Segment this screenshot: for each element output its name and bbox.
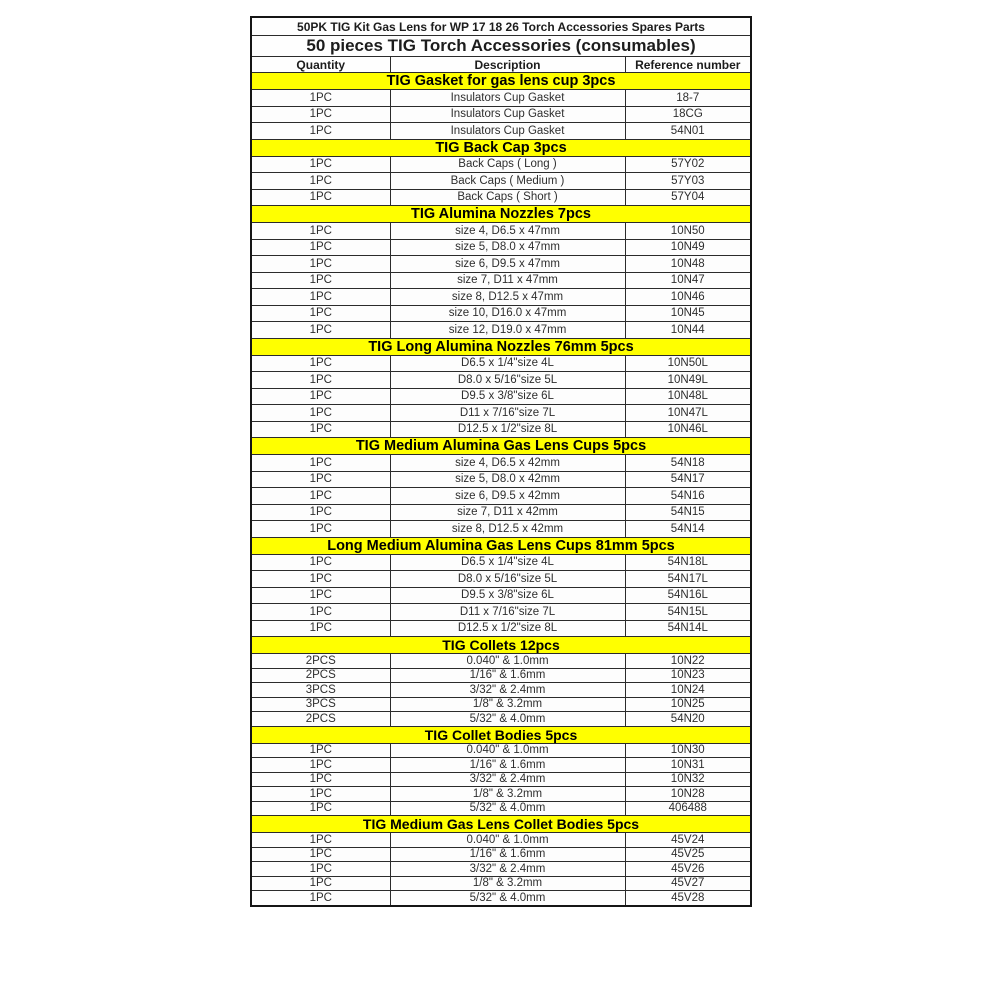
description-cell: 5/32" & 4.0mm xyxy=(390,801,625,816)
table-row xyxy=(251,322,751,339)
reference-cell: 10N47L xyxy=(625,405,751,422)
reference-cell: 10N28 xyxy=(625,787,751,802)
table-row xyxy=(251,223,751,240)
reference-cell: 10N45 xyxy=(625,305,751,322)
section-row xyxy=(251,726,751,743)
reference-cell: 10N24 xyxy=(625,683,751,698)
description-cell: D11 x 7/16"size 7L xyxy=(390,405,625,422)
reference-cell: 10N50L xyxy=(625,355,751,372)
table-row xyxy=(251,620,751,637)
description-cell: D11 x 7/16"size 7L xyxy=(390,604,625,621)
accessories-table xyxy=(250,16,752,907)
section-header: Long Medium Alumina Gas Lens Cups 81mm 5pcs xyxy=(251,537,751,554)
description-cell: Back Caps ( Short ) xyxy=(390,189,625,206)
description-cell: 0.040" & 1.0mm xyxy=(390,654,625,669)
description-cell: size 7, D11 x 47mm xyxy=(390,272,625,289)
quantity-cell: 1PC xyxy=(251,372,390,389)
reference-cell: 45V28 xyxy=(625,891,751,906)
table-row xyxy=(251,471,751,488)
subtitle-row xyxy=(251,36,751,57)
reference-cell: 45V27 xyxy=(625,876,751,891)
description-cell: size 4, D6.5 x 47mm xyxy=(390,223,625,240)
table-row xyxy=(251,189,751,206)
section-row xyxy=(251,537,751,554)
table-row xyxy=(251,405,751,422)
quantity-cell: 1PC xyxy=(251,305,390,322)
quantity-cell: 1PC xyxy=(251,862,390,877)
quantity-cell: 1PC xyxy=(251,471,390,488)
quantity-cell: 1PC xyxy=(251,787,390,802)
description-cell: 0.040" & 1.0mm xyxy=(390,743,625,758)
reference-cell: 54N18 xyxy=(625,455,751,472)
table-row xyxy=(251,372,751,389)
description-cell: size 8, D12.5 x 47mm xyxy=(390,289,625,306)
table-row xyxy=(251,787,751,802)
description-cell: D8.0 x 5/16"size 5L xyxy=(390,372,625,389)
reference-cell: 54N14L xyxy=(625,620,751,637)
table-row xyxy=(251,712,751,727)
page-subtitle: 50 pieces TIG Torch Accessories (consumables) xyxy=(251,36,751,57)
reference-cell: 10N44 xyxy=(625,322,751,339)
section-header: TIG Collets 12pcs xyxy=(251,637,751,654)
reference-cell: 10N30 xyxy=(625,743,751,758)
quantity-cell: 1PC xyxy=(251,455,390,472)
quantity-cell: 1PC xyxy=(251,90,390,107)
quantity-cell: 1PC xyxy=(251,488,390,505)
title-row xyxy=(251,17,751,36)
reference-cell: 10N50 xyxy=(625,223,751,240)
reference-cell: 18-7 xyxy=(625,90,751,107)
table-row xyxy=(251,758,751,773)
quantity-cell: 1PC xyxy=(251,388,390,405)
quantity-cell: 1PC xyxy=(251,106,390,123)
quantity-cell: 1PC xyxy=(251,504,390,521)
reference-cell: 10N46 xyxy=(625,289,751,306)
page-title: 50PK TIG Kit Gas Lens for WP 17 18 26 Torch Accessories Spares Parts xyxy=(251,17,751,36)
description-cell: size 8, D12.5 x 42mm xyxy=(390,521,625,538)
reference-cell: 10N46L xyxy=(625,421,751,438)
description-cell: size 6, D9.5 x 47mm xyxy=(390,256,625,273)
quantity-cell: 1PC xyxy=(251,256,390,273)
section-header: TIG Gasket for gas lens cup 3pcs xyxy=(251,73,751,90)
table-row xyxy=(251,239,751,256)
reference-cell: 54N17L xyxy=(625,571,751,588)
table-row xyxy=(251,654,751,669)
table-row xyxy=(251,862,751,877)
reference-cell: 10N49L xyxy=(625,372,751,389)
table-row xyxy=(251,604,751,621)
table-row xyxy=(251,743,751,758)
quantity-cell: 1PC xyxy=(251,355,390,372)
description-cell: 3/32" & 2.4mm xyxy=(390,862,625,877)
column-header-quantity: Quantity xyxy=(251,57,390,73)
table-row xyxy=(251,668,751,683)
table-row xyxy=(251,488,751,505)
table-row xyxy=(251,455,751,472)
reference-cell: 54N16L xyxy=(625,587,751,604)
description-cell: D12.5 x 1/2"size 8L xyxy=(390,620,625,637)
accessories-table-body xyxy=(251,17,751,906)
quantity-cell: 1PC xyxy=(251,421,390,438)
table-row xyxy=(251,305,751,322)
table-row xyxy=(251,106,751,123)
description-cell: D6.5 x 1/4"size 4L xyxy=(390,554,625,571)
section-header: TIG Medium Alumina Gas Lens Cups 5pcs xyxy=(251,438,751,455)
table-row xyxy=(251,683,751,698)
description-cell: 1/8" & 3.2mm xyxy=(390,787,625,802)
description-cell: D8.0 x 5/16"size 5L xyxy=(390,571,625,588)
reference-cell: 54N01 xyxy=(625,123,751,140)
table-row xyxy=(251,801,751,816)
reference-cell: 54N18L xyxy=(625,554,751,571)
table-row xyxy=(251,554,751,571)
quantity-cell: 1PC xyxy=(251,758,390,773)
quantity-cell: 1PC xyxy=(251,587,390,604)
reference-cell: 18CG xyxy=(625,106,751,123)
description-cell: Insulators Cup Gasket xyxy=(390,106,625,123)
quantity-cell: 3PCS xyxy=(251,683,390,698)
quantity-cell: 1PC xyxy=(251,801,390,816)
reference-cell: 10N48 xyxy=(625,256,751,273)
accessories-table-wrap xyxy=(250,16,750,907)
description-cell: size 7, D11 x 42mm xyxy=(390,504,625,521)
table-row xyxy=(251,772,751,787)
reference-cell: 54N14 xyxy=(625,521,751,538)
description-cell: Back Caps ( Long ) xyxy=(390,156,625,173)
section-row xyxy=(251,816,751,833)
reference-cell: 45V25 xyxy=(625,847,751,862)
section-header: TIG Collet Bodies 5pcs xyxy=(251,726,751,743)
table-row xyxy=(251,388,751,405)
reference-cell: 57Y04 xyxy=(625,189,751,206)
reference-cell: 10N49 xyxy=(625,239,751,256)
description-cell: D9.5 x 3/8"size 6L xyxy=(390,388,625,405)
quantity-cell: 2PCS xyxy=(251,654,390,669)
quantity-cell: 1PC xyxy=(251,772,390,787)
quantity-cell: 1PC xyxy=(251,604,390,621)
quantity-cell: 1PC xyxy=(251,847,390,862)
table-row xyxy=(251,173,751,190)
table-row xyxy=(251,123,751,140)
column-header-description: Description xyxy=(390,57,625,73)
table-row xyxy=(251,421,751,438)
table-row xyxy=(251,355,751,372)
description-cell: 1/8" & 3.2mm xyxy=(390,876,625,891)
description-cell: 3/32" & 2.4mm xyxy=(390,683,625,698)
table-row xyxy=(251,289,751,306)
section-header: TIG Back Cap 3pcs xyxy=(251,139,751,156)
quantity-cell: 1PC xyxy=(251,189,390,206)
quantity-cell: 1PC xyxy=(251,239,390,256)
description-cell: 1/16" & 1.6mm xyxy=(390,758,625,773)
reference-cell: 45V24 xyxy=(625,833,751,848)
table-row xyxy=(251,156,751,173)
table-row xyxy=(251,847,751,862)
quantity-cell: 1PC xyxy=(251,156,390,173)
reference-cell: 10N31 xyxy=(625,758,751,773)
quantity-cell: 1PC xyxy=(251,620,390,637)
description-cell: Back Caps ( Medium ) xyxy=(390,173,625,190)
reference-cell: 10N22 xyxy=(625,654,751,669)
table-row xyxy=(251,571,751,588)
section-row xyxy=(251,438,751,455)
section-row xyxy=(251,338,751,355)
description-cell: D6.5 x 1/4"size 4L xyxy=(390,355,625,372)
column-header-row xyxy=(251,57,751,73)
description-cell: size 5, D8.0 x 47mm xyxy=(390,239,625,256)
quantity-cell: 2PCS xyxy=(251,668,390,683)
quantity-cell: 1PC xyxy=(251,322,390,339)
description-cell: size 6, D9.5 x 42mm xyxy=(390,488,625,505)
quantity-cell: 1PC xyxy=(251,571,390,588)
reference-cell: 45V26 xyxy=(625,862,751,877)
quantity-cell: 1PC xyxy=(251,272,390,289)
table-row xyxy=(251,521,751,538)
description-cell: Insulators Cup Gasket xyxy=(390,90,625,107)
description-cell: size 10, D16.0 x 47mm xyxy=(390,305,625,322)
reference-cell: 10N25 xyxy=(625,697,751,712)
reference-cell: 54N17 xyxy=(625,471,751,488)
section-header: TIG Alumina Nozzles 7pcs xyxy=(251,206,751,223)
table-row xyxy=(251,891,751,906)
section-row xyxy=(251,637,751,654)
reference-cell: 57Y02 xyxy=(625,156,751,173)
section-row xyxy=(251,206,751,223)
column-header-reference: Reference number xyxy=(625,57,751,73)
description-cell: size 12, D19.0 x 47mm xyxy=(390,322,625,339)
quantity-cell: 1PC xyxy=(251,876,390,891)
section-header: TIG Long Alumina Nozzles 76mm 5pcs xyxy=(251,338,751,355)
quantity-cell: 1PC xyxy=(251,223,390,240)
section-row xyxy=(251,139,751,156)
reference-cell: 10N32 xyxy=(625,772,751,787)
description-cell: 1/16" & 1.6mm xyxy=(390,847,625,862)
quantity-cell: 1PC xyxy=(251,123,390,140)
table-row xyxy=(251,587,751,604)
reference-cell: 10N48L xyxy=(625,388,751,405)
description-cell: D12.5 x 1/2"size 8L xyxy=(390,421,625,438)
quantity-cell: 2PCS xyxy=(251,712,390,727)
section-header: TIG Medium Gas Lens Collet Bodies 5pcs xyxy=(251,816,751,833)
description-cell: 5/32" & 4.0mm xyxy=(390,891,625,906)
quantity-cell: 1PC xyxy=(251,891,390,906)
description-cell: 3/32" & 2.4mm xyxy=(390,772,625,787)
description-cell: 5/32" & 4.0mm xyxy=(390,712,625,727)
description-cell: 0.040" & 1.0mm xyxy=(390,833,625,848)
quantity-cell: 1PC xyxy=(251,833,390,848)
reference-cell: 10N47 xyxy=(625,272,751,289)
table-row xyxy=(251,697,751,712)
reference-cell: 57Y03 xyxy=(625,173,751,190)
quantity-cell: 3PCS xyxy=(251,697,390,712)
description-cell: 1/16" & 1.6mm xyxy=(390,668,625,683)
description-cell: 1/8" & 3.2mm xyxy=(390,697,625,712)
quantity-cell: 1PC xyxy=(251,405,390,422)
description-cell: Insulators Cup Gasket xyxy=(390,123,625,140)
table-row xyxy=(251,90,751,107)
reference-cell: 406488 xyxy=(625,801,751,816)
table-row xyxy=(251,504,751,521)
reference-cell: 54N20 xyxy=(625,712,751,727)
section-row xyxy=(251,73,751,90)
table-row xyxy=(251,272,751,289)
description-cell: size 4, D6.5 x 42mm xyxy=(390,455,625,472)
description-cell: size 5, D8.0 x 42mm xyxy=(390,471,625,488)
reference-cell: 10N23 xyxy=(625,668,751,683)
table-row xyxy=(251,876,751,891)
quantity-cell: 1PC xyxy=(251,289,390,306)
reference-cell: 54N16 xyxy=(625,488,751,505)
quantity-cell: 1PC xyxy=(251,173,390,190)
table-row xyxy=(251,833,751,848)
description-cell: D9.5 x 3/8"size 6L xyxy=(390,587,625,604)
reference-cell: 54N15L xyxy=(625,604,751,621)
quantity-cell: 1PC xyxy=(251,554,390,571)
table-row xyxy=(251,256,751,273)
quantity-cell: 1PC xyxy=(251,743,390,758)
quantity-cell: 1PC xyxy=(251,521,390,538)
reference-cell: 54N15 xyxy=(625,504,751,521)
